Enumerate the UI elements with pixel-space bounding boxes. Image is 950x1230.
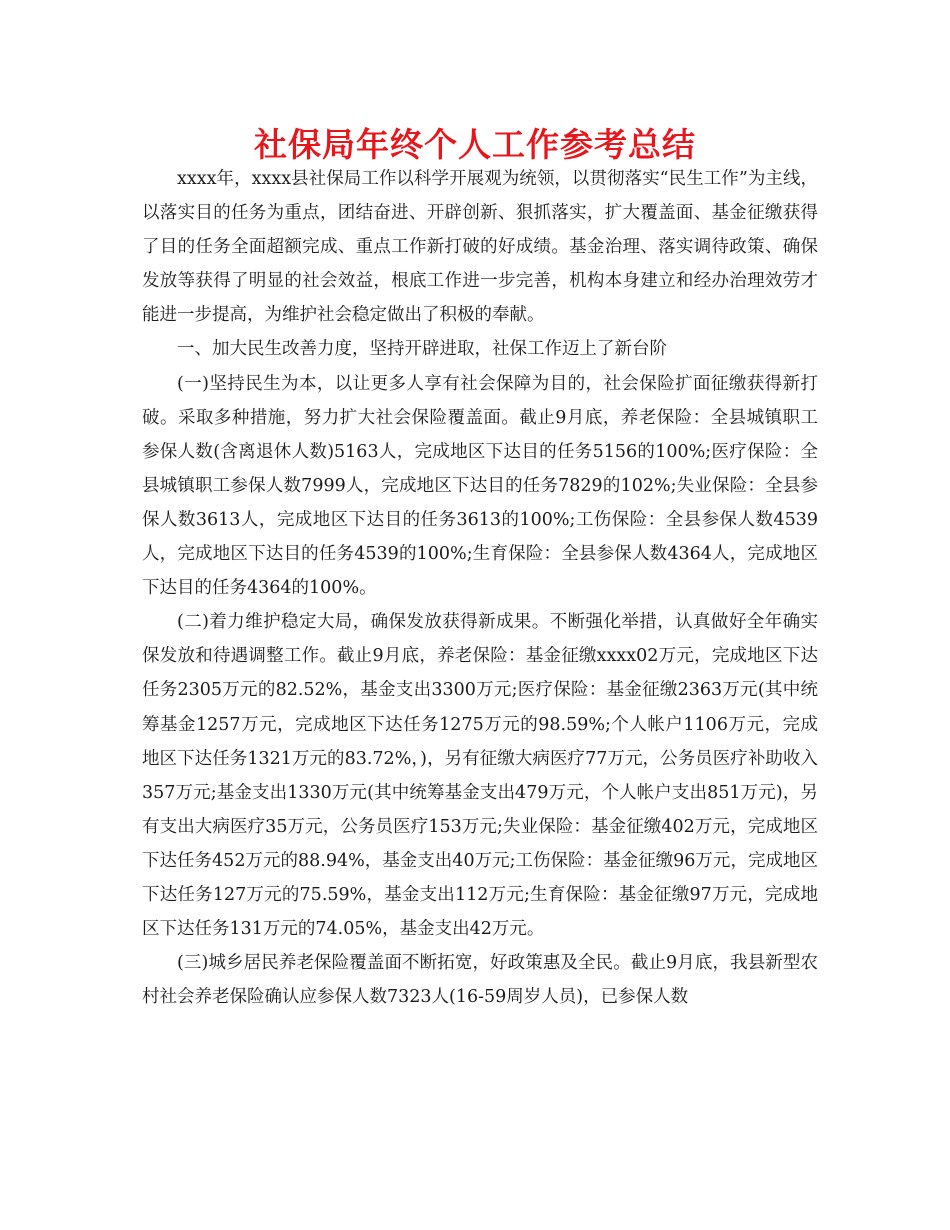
document-body [142, 162, 818, 1014]
paragraph-subsection-1: (一)坚持民生为本，以让更多人享有社会保障为目的，社会保险扩面征缴获得新打破。采取多种措施，努力扩大社会保险覆盖面。截止9月底，养老保险：全县城镇职工参保人数(含离退休人数)5163人，完成地区下达目的任务5156的100%;医疗保险：全县城镇职工参保人数7999人，完成地区下达目的任务7829的102%;失业保险：全县参保人数3613人，完成地区下达目的任务3613的100%;工伤保险：全县参保人数4539人，完成地区下达目的任务4539的100%;生育保险：全县参保人数4364人，完成地区下达目的任务4364的100%。 [142, 373, 818, 599]
paragraph-subsection-3: (三)城乡居民养老保险覆盖面不断拓宽，好政策惠及全民。截止9月底，我县新型农村社会养老保险确认应参保人数7323人(16-59周岁人员)，已参保人数 [142, 953, 818, 1008]
document-title: 社保局年终个人工作参考总结 [254, 125, 696, 164]
section-heading-1: 一、加大民生改善力度，坚持开辟进取，社保工作迈上了新台阶 [177, 339, 667, 360]
paragraph-intro: xxxx年，xxxx县社保局工作以科学开展观为统领，以贯彻落实“民生工作”为主线，以落实目的任务为重点，团结奋进、开辟创新、狠抓落实，扩大覆盖面、基金征缴获得了目的任务全面超额完成、重点工作新打破的好成绩。基金治理、落实调待政策、确保发放等获得了明显的社会效益，根底工作进一步完善，机构本身建立和经办治理效劳才能进一步提高，为维护社会稳定做出了积极的奉献。 [142, 169, 818, 326]
paragraph-subsection-2: (二)着力维护稳定大局，确保发放获得新成果。不断强化举措，认真做好全年确实保发放和待遇调整工作。截止9月底，养老保险：基金征缴xxxx02万元，完成地区下达任务2305万元的82.52%，基金支出3300万元;医疗保险：基金征缴2363万元(其中统筹基金1257万元，完成地区下达任务1275万元的98.59%;个人帐户1106万元，完成地区下达任务1321万元的83.72%，)，另有征缴大病医疗77万元，公务员医疗补助收入357万元;基金支出1330万元(其中统筹基金支出479万元，个人帐户支出851万元)，另有支出大病医疗35万元，公务员医疗153万元;失业保险：基金征缴402万元，完成地区下达任务452万元的88.94%，基金支出40万元;工伤保险：基金征缴96万元，完成地区下达任务127万元的75.59%，基金支出112万元;生育保险：基金征缴97万元，完成地区下达任务131万元的74.05%，基金支出42万元。 [142, 612, 818, 940]
